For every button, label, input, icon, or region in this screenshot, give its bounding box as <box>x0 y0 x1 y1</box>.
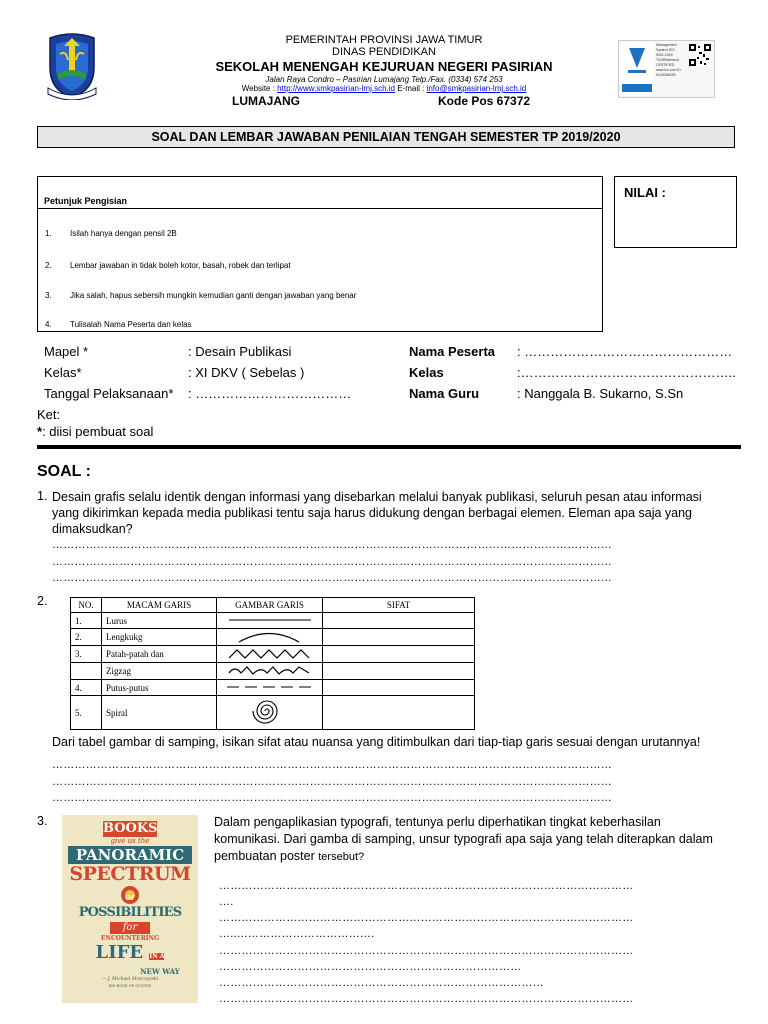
table-row <box>71 696 475 730</box>
q3-answer-line[interactable]: ………………………………………………………………………………………………… <box>219 880 634 892</box>
item-text: Isilah hanya dengan pensil 2B <box>70 229 177 238</box>
straight-line-icon <box>221 614 318 626</box>
header-city: LUMAJANG <box>232 94 300 108</box>
poster-for: for <box>110 922 150 934</box>
row-name: Putus-putus <box>102 680 217 696</box>
poster-footer: BIG BOOK OF QUOTES <box>108 984 152 988</box>
q2-answer-line[interactable]: …………………………………………………………………………………………………………………………………… <box>52 759 612 771</box>
mapel-value: : Desain Publikasi <box>188 344 292 359</box>
row-number: 5. <box>71 696 102 730</box>
nilai-label: NILAI : <box>624 185 666 200</box>
poster-life-row <box>62 943 198 967</box>
garis-table-wrap <box>70 597 475 730</box>
q3-answer-line[interactable]: …..………………………………. <box>219 928 375 940</box>
kelas2-label: Kelas <box>409 365 444 380</box>
guru-label: Nama Guru <box>409 386 480 401</box>
ket-note <box>37 424 153 439</box>
q1-answer-line[interactable]: …………………………………………………………………………………………………………………………………… <box>52 539 612 551</box>
row-number: 2. <box>71 629 102 646</box>
line-drawing <box>217 629 323 646</box>
petunjuk-item <box>45 291 356 300</box>
email-link[interactable]: info@smkpasirian-lmj.sch.id <box>426 84 527 93</box>
petunjuk-item <box>45 229 177 238</box>
q3-line-small: tersebut? <box>318 851 365 863</box>
kelas-value: : XI DKV ( Sebelas ) <box>188 365 305 380</box>
kelas2-field[interactable]: :………………………………………….. <box>517 365 736 380</box>
qr-code-icon <box>689 44 711 66</box>
sifat-cell[interactable] <box>323 613 475 629</box>
q3-number: 3. <box>37 814 48 828</box>
row-name: Lurus <box>102 613 217 629</box>
ket-note-text: : diisi pembuat soal <box>42 424 154 439</box>
q3-answer-line[interactable]: ………………………………………………………………………………………………… <box>219 912 634 924</box>
poster-of <box>62 885 198 905</box>
petunjuk-divider <box>38 208 602 209</box>
poster-give: give us the <box>110 837 150 845</box>
petunjuk-item <box>45 261 291 270</box>
line-drawing <box>217 680 323 696</box>
table-row <box>71 646 475 663</box>
row-name: Zigzag <box>102 663 217 680</box>
petunjuk-item <box>45 320 192 329</box>
q3-answer-line[interactable]: …………………………………………………………………………… <box>219 977 544 989</box>
col-header: MACAM GARIS <box>102 598 217 613</box>
line-drawing <box>217 646 323 663</box>
spiral-line-icon <box>221 696 318 727</box>
broken-line-icon <box>221 663 318 677</box>
exam-title: SOAL DAN LEMBAR JAWABAN PENILAIAN TENGAH SEMESTER TP 2019/2020 <box>151 130 621 144</box>
table-row <box>71 680 475 696</box>
poster-life: LIFE <box>95 942 144 963</box>
dashed-line-icon <box>221 681 318 693</box>
guru-value: : Nanggala B. Sukarno, S.Sn <box>517 386 684 401</box>
q3-answer-line[interactable]: ……………………………………………………………………… <box>219 961 522 973</box>
section-divider <box>37 445 741 449</box>
q3-line: komunikasi. Dari gamba di samping, unsur typografi apa saja yang telah diterapkan dalam <box>214 832 713 846</box>
kelas-label: Kelas* <box>44 365 82 380</box>
sifat-cell[interactable] <box>323 663 475 680</box>
col-header: NO. <box>71 598 102 613</box>
row-name: Spiral <box>102 696 217 730</box>
table-row <box>71 613 475 629</box>
q3-line-text: pembuatan poster <box>214 849 319 863</box>
poster-author: — J. Michael Straczynski <box>101 977 159 982</box>
curved-line-icon <box>221 629 318 643</box>
soal-heading: SOAL : <box>37 463 91 480</box>
poster-of-text: OF <box>125 895 135 902</box>
item-number: 3. <box>45 291 52 300</box>
item-text: Jika salah, hapus sebersih mungkin kemudian ganti dengan jawaban yang benar <box>70 291 357 300</box>
sifat-cell[interactable] <box>323 646 475 663</box>
q3-answer-line[interactable]: ………………………………………………………………………………………………… <box>219 945 634 957</box>
petunjuk-box <box>37 176 603 332</box>
poster-spectrum: SPECTRUM <box>69 863 191 885</box>
certificate-text: Management System ISO 9001:2015 TÜVRheinland CERTIFIED www.tuv.com ID 9105084093 <box>656 43 681 77</box>
item-number: 2. <box>45 261 52 270</box>
row-number <box>71 663 102 680</box>
row-name: Lengkukg <box>102 629 217 646</box>
petunjuk-heading: Petunjuk Pengisian <box>44 196 128 206</box>
q1-line: yang dikirimkan kepada media publikasi tentu saja harus didukung dengan berbagai elemen. Eleman apa saja yang <box>52 506 693 520</box>
ket-label: Ket: <box>37 407 61 422</box>
item-number: 4. <box>45 320 52 329</box>
poster-new-way: NEW WAY <box>140 967 180 976</box>
line-drawing <box>217 613 323 629</box>
title-bar <box>37 126 735 148</box>
zigzag-line-icon <box>221 646 318 660</box>
table-header-row <box>71 598 475 613</box>
tanggal-field[interactable]: : ……………………………… <box>188 386 352 401</box>
website-link[interactable]: http://www.smkpasirian-lmj.sch.id <box>277 84 395 93</box>
poster-in-a: IN A <box>149 953 165 960</box>
line-drawing <box>217 663 323 680</box>
q3-line: Dalam pengaplikasian typografi, tentunya perlu diperhatikan tingkat keberhasilan <box>214 815 661 829</box>
q1-line: Desain grafis selalu identik dengan informasi yang disebarkan melalui banyak publikasi, seluruh pesan atau informasi <box>52 490 702 504</box>
q2-number: 2. <box>37 594 48 608</box>
header-gov: PEMERINTAH PROVINSI JAWA TIMUR <box>285 34 483 46</box>
q3-line <box>214 848 713 866</box>
header-address: Jalan Raya Condro – Pasirian Lumajang Telp./Fax. (0334) 574 253 <box>265 75 503 84</box>
sifat-cell[interactable] <box>323 680 475 696</box>
item-number: 1. <box>45 229 52 238</box>
col-header: GAMBAR GARIS <box>217 598 323 613</box>
q3-answer-line[interactable]: …. <box>219 896 234 908</box>
row-number: 3. <box>71 646 102 663</box>
table-row <box>71 663 475 680</box>
header-school: SEKOLAH MENENGAH KEJURUAN NEGERI PASIRIAN <box>215 59 553 74</box>
row-name: Patah-patah dan <box>102 646 217 663</box>
poster-panoramic: PANORAMIC <box>68 846 192 864</box>
q3-answer-line[interactable]: ………………………………………………………………………………………………… <box>219 993 634 1005</box>
line-drawing <box>217 696 323 730</box>
header-dept: DINAS PENDIDIKAN <box>332 46 436 58</box>
poster-possibilities: POSSIBILITIES <box>78 905 182 920</box>
q1-answer-line[interactable]: …………………………………………………………………………………………………………………………………… <box>52 556 612 568</box>
poster-books: BOOKS <box>103 821 158 836</box>
q1-number: 1. <box>37 489 48 503</box>
q1-text <box>52 489 702 537</box>
q2-answer-line[interactable]: …………………………………………………………………………………………………………………………………… <box>52 776 612 788</box>
row-number: 4. <box>71 680 102 696</box>
poster-encountering: ENCOUNTERING <box>100 935 160 942</box>
email-label: E-mail : <box>394 84 427 93</box>
mapel-label: Mapel * <box>44 344 89 359</box>
q2-question: Dari tabel gambar di samping, isikan sifat atau nuansa yang ditimbulkan dari tiap-tiap garis sesuai dengan urutannya! <box>52 735 701 749</box>
tanggal-label: Tanggal Pelaksanaan* <box>44 386 174 401</box>
peserta-label: Nama Peserta <box>409 344 495 359</box>
table-row <box>71 629 475 646</box>
item-text: Tulisalah Nama Peserta dan kelas <box>70 320 192 329</box>
sifat-cell[interactable] <box>323 696 475 730</box>
sifat-cell[interactable] <box>323 629 475 646</box>
garis-table <box>70 597 475 730</box>
tuv-logo-icon <box>620 42 654 96</box>
website-label: Website : <box>241 84 278 93</box>
typography-poster <box>62 815 198 1003</box>
q2-answer-line[interactable]: …………………………………………………………………………………………………………………………………… <box>52 792 612 804</box>
col-header: SIFAT <box>323 598 475 613</box>
header-postal: Kode Pos 67372 <box>438 94 531 108</box>
q1-answer-line[interactable]: …………………………………………………………………………………………………………………………………… <box>52 572 612 584</box>
q1-line: dimaksudkan? <box>52 522 133 536</box>
peserta-field[interactable]: : ………………………………………… <box>517 344 733 359</box>
row-number: 1. <box>71 613 102 629</box>
q3-text <box>214 814 713 866</box>
nilai-box[interactable] <box>614 176 737 248</box>
item-text: Lembar jawaban in tidak boleh kotor, basah, robek dan terlipat <box>70 261 291 270</box>
iso-certificate <box>618 40 715 98</box>
asterisk: * <box>37 424 43 439</box>
